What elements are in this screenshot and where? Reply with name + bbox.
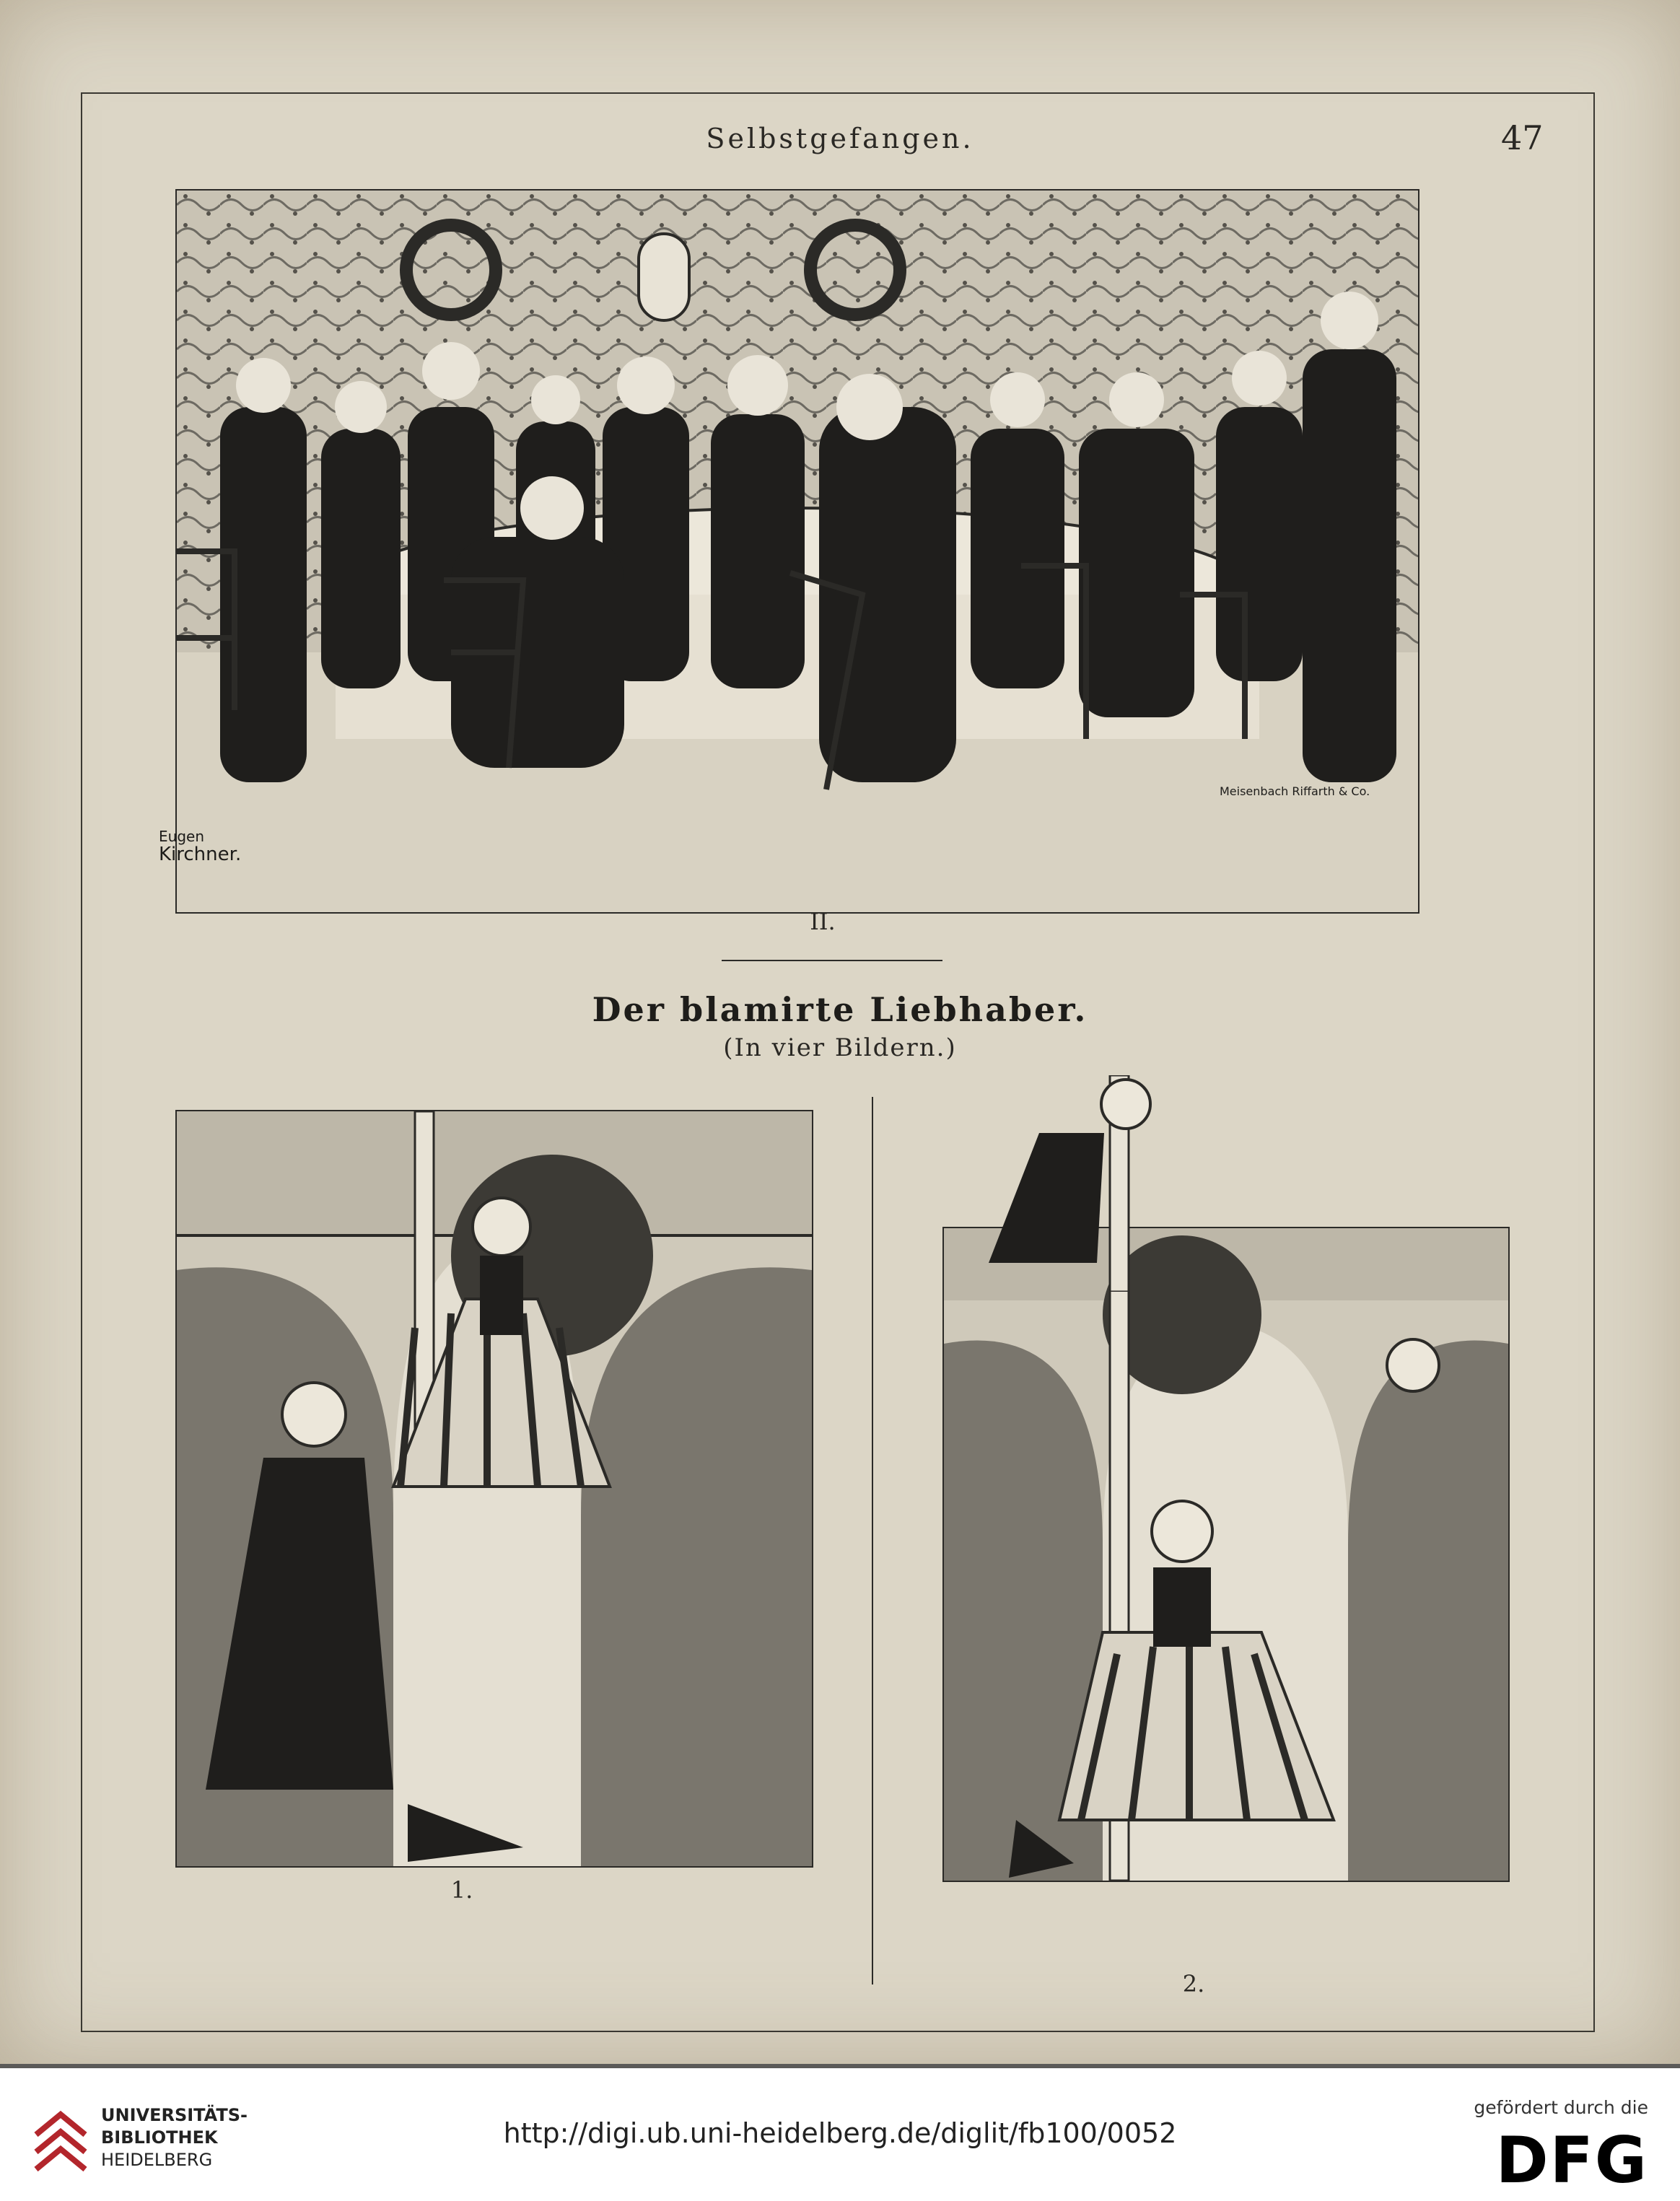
permalink-url[interactable]: http://digi.ub.uni-heidelberg.de/diglit/fb100/0052 [503, 2117, 1177, 2149]
section-divider [722, 960, 942, 961]
banquet-illustration [175, 189, 1419, 914]
panel-1-caption: 1. [450, 1876, 473, 1904]
artist-signature: Eugen Kirchner. [159, 828, 242, 865]
dfg-logo: DFG [1495, 2123, 1648, 2197]
panel-1-illustration [175, 1110, 813, 1868]
panel-divider [872, 1097, 873, 1985]
sponsor-label: gefördert durch die [1474, 2097, 1648, 2118]
illustration-caption: II. [810, 908, 836, 935]
digitization-footer [0, 2064, 1680, 2201]
library-name: UNIVERSITÄTS- BIBLIOTHEK HEIDELBERG [101, 2105, 248, 2170]
page-number: 47 [1501, 118, 1544, 157]
section-subtitle: (In vier Bildern.) [723, 1033, 957, 1062]
panel-2-overflow-figure [931, 1075, 1220, 1292]
running-head: Selbstgefangen. [706, 123, 974, 154]
engraver-signature: Meisenbach Riffarth & Co. [1220, 784, 1370, 798]
section-title: Der blamirte Liebhaber. [592, 990, 1088, 1029]
panel-2-caption: 2. [1182, 1970, 1205, 1997]
panel-2-illustration [942, 1227, 1510, 1882]
